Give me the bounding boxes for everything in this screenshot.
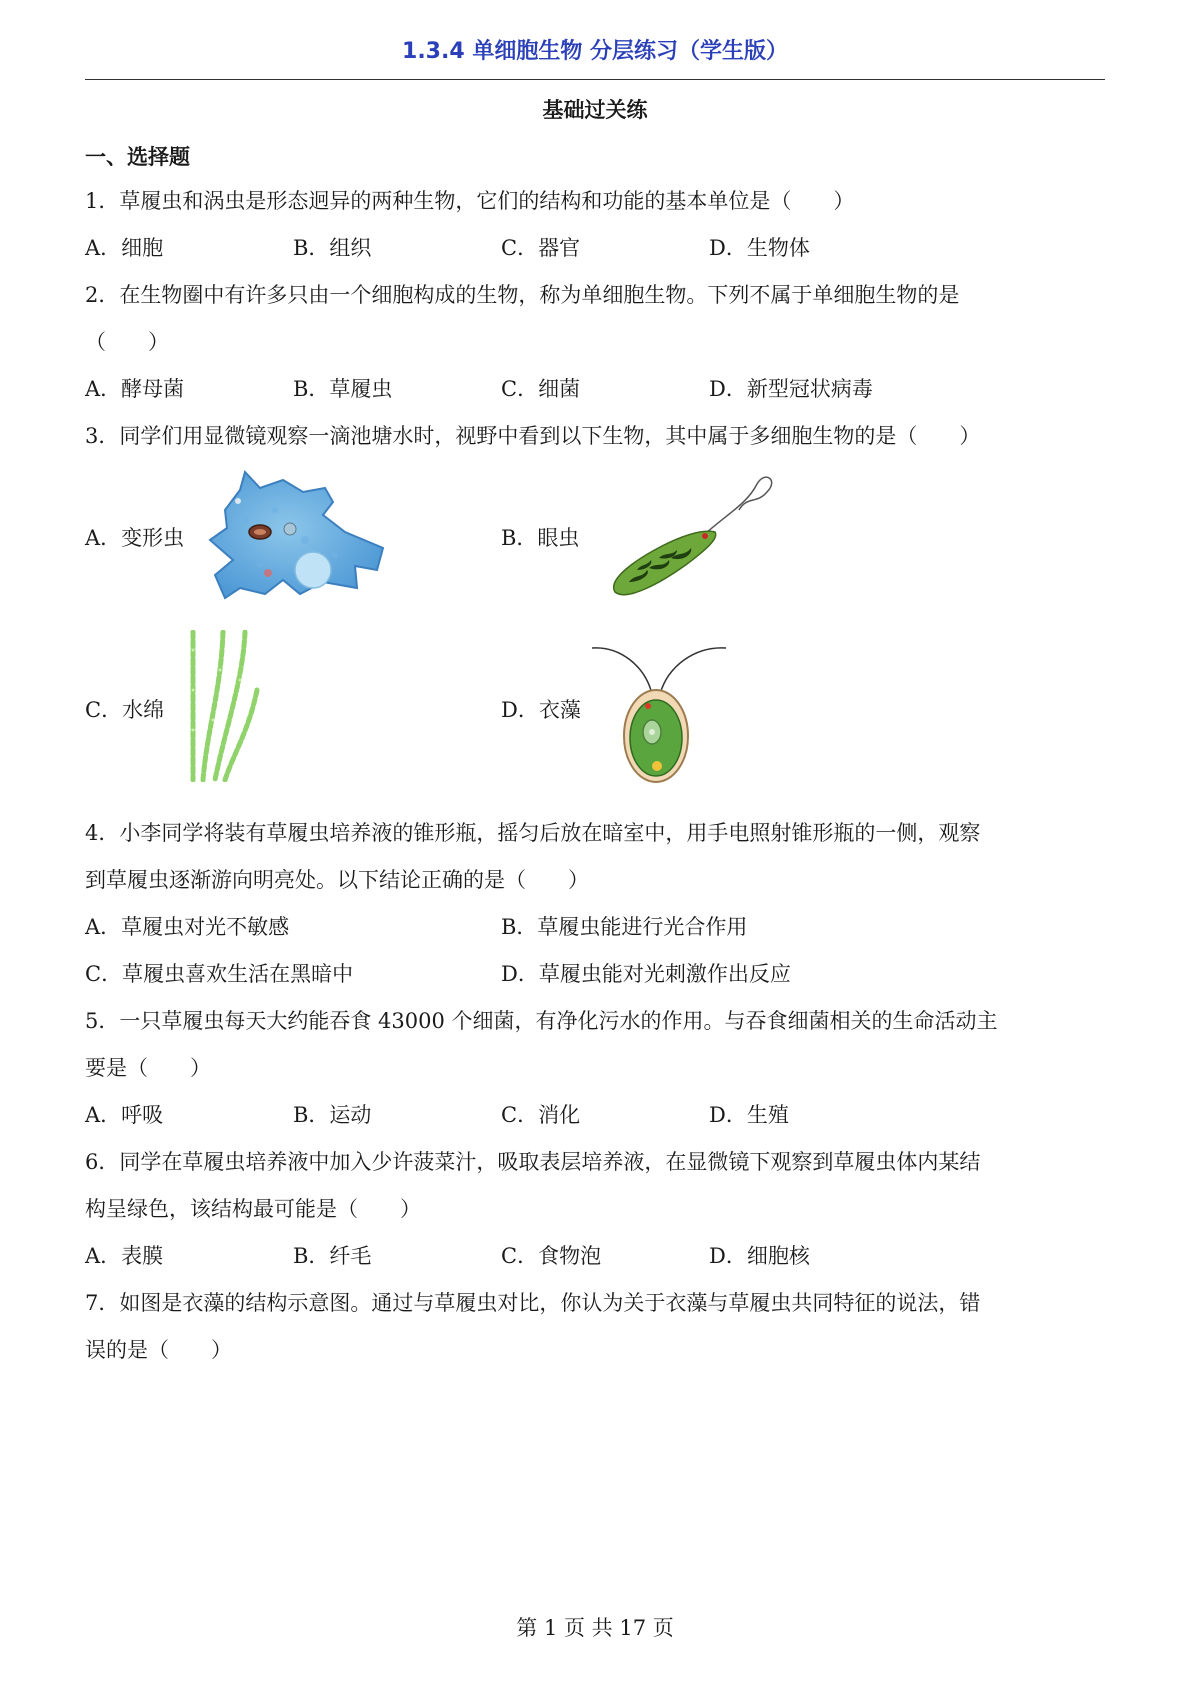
q4-option-d[interactable]: D．草履虫能对光刺激作出反应: [501, 962, 791, 986]
q6-option-b[interactable]: B．纤毛: [293, 1244, 372, 1268]
q4-option-c[interactable]: C．草履虫喜欢生活在黑暗中: [85, 962, 354, 986]
header-divider: [85, 79, 1105, 80]
q4-option-a[interactable]: A．草履虫对光不敏感: [85, 915, 290, 939]
q6-option-c[interactable]: C．食物泡: [501, 1244, 602, 1268]
q1-option-b[interactable]: B．组织: [293, 236, 372, 260]
question-7-stem-line-1: 7．如图是衣藻的结构示意图。通过与草履虫对比，你认为关于衣藻与草履虫共同特征的说法，错: [85, 1291, 981, 1315]
q5-option-c[interactable]: C．消化: [501, 1103, 581, 1127]
question-6-stem-line-1: 6．同学在草履虫培养液中加入少许菠菜汁，吸取表层培养液，在显微镜下观察到草履虫体内某结: [85, 1150, 981, 1174]
q1-option-d[interactable]: D．生物体: [709, 236, 810, 260]
q3-option-c[interactable]: C．水绵: [85, 698, 165, 722]
q2-option-c[interactable]: C．细菌: [501, 377, 581, 401]
question-2-stem-line-1: 2．在生物圈中有许多只由一个细胞构成的生物，称为单细胞生物。下列不属于单细胞生物的是: [85, 283, 960, 307]
q1-option-c[interactable]: C．器官: [501, 236, 581, 260]
q2-option-b[interactable]: B．草履虫: [293, 377, 393, 401]
amoeba-image: [205, 470, 385, 602]
q2-option-a[interactable]: A．酵母菌: [85, 377, 185, 401]
q6-option-a[interactable]: A．表膜: [85, 1244, 164, 1268]
q3-option-b[interactable]: B．眼虫: [501, 526, 580, 550]
question-6-stem-line-2: 构呈绿色，该结构最可能是（ ）: [85, 1197, 421, 1221]
q3-option-a[interactable]: A．变形虫: [85, 526, 185, 550]
q6-option-d[interactable]: D．细胞核: [709, 1244, 810, 1268]
question-7-stem-line-2: 误的是（ ）: [85, 1338, 232, 1362]
q1-option-a[interactable]: A．细胞: [85, 236, 164, 260]
q5-option-d[interactable]: D．生殖: [709, 1103, 789, 1127]
q3-option-d[interactable]: D．衣藻: [501, 698, 581, 722]
question-5-stem-line-1: 5．一只草履虫每天大约能吞食 43000 个细菌，有净化污水的作用。与吞食细菌相关的生命活动主: [85, 1009, 998, 1033]
question-3-stem: 3．同学们用显微镜观察一滴池塘水时，视野中看到以下生物，其中属于多细胞生物的是（ ）: [85, 424, 981, 448]
q5-option-b[interactable]: B．运动: [293, 1103, 372, 1127]
section-heading: 一、选择题: [85, 145, 190, 169]
spirogyra-image: [185, 630, 265, 782]
q2-option-d[interactable]: D．新型冠状病毒: [709, 377, 873, 401]
question-1-stem: 1．草履虫和涡虫是形态迥异的两种生物，它们的结构和功能的基本单位是（ ）: [85, 189, 855, 213]
euglena-image: [607, 474, 777, 604]
page-footer: 第 1 页 共 17 页: [516, 1616, 674, 1640]
question-2-stem-line-2: （ ）: [85, 330, 169, 354]
chlamydomonas-image: [590, 636, 730, 784]
page-title: 1.3.4 单细胞生物 分层练习（学生版）: [402, 39, 788, 64]
question-4-stem-line-1: 4．小李同学将装有草履虫培养液的锥形瓶，摇匀后放在暗室中，用手电照射锥形瓶的一侧，观察: [85, 821, 981, 845]
section-subtitle: 基础过关练: [542, 98, 648, 122]
q5-option-a[interactable]: A．呼吸: [85, 1103, 164, 1127]
question-4-stem-line-2: 到草履虫逐渐游向明亮处。以下结论正确的是（ ）: [85, 868, 589, 892]
q4-option-b[interactable]: B．草履虫能进行光合作用: [501, 915, 748, 939]
question-5-stem-line-2: 要是（ ）: [85, 1056, 211, 1080]
